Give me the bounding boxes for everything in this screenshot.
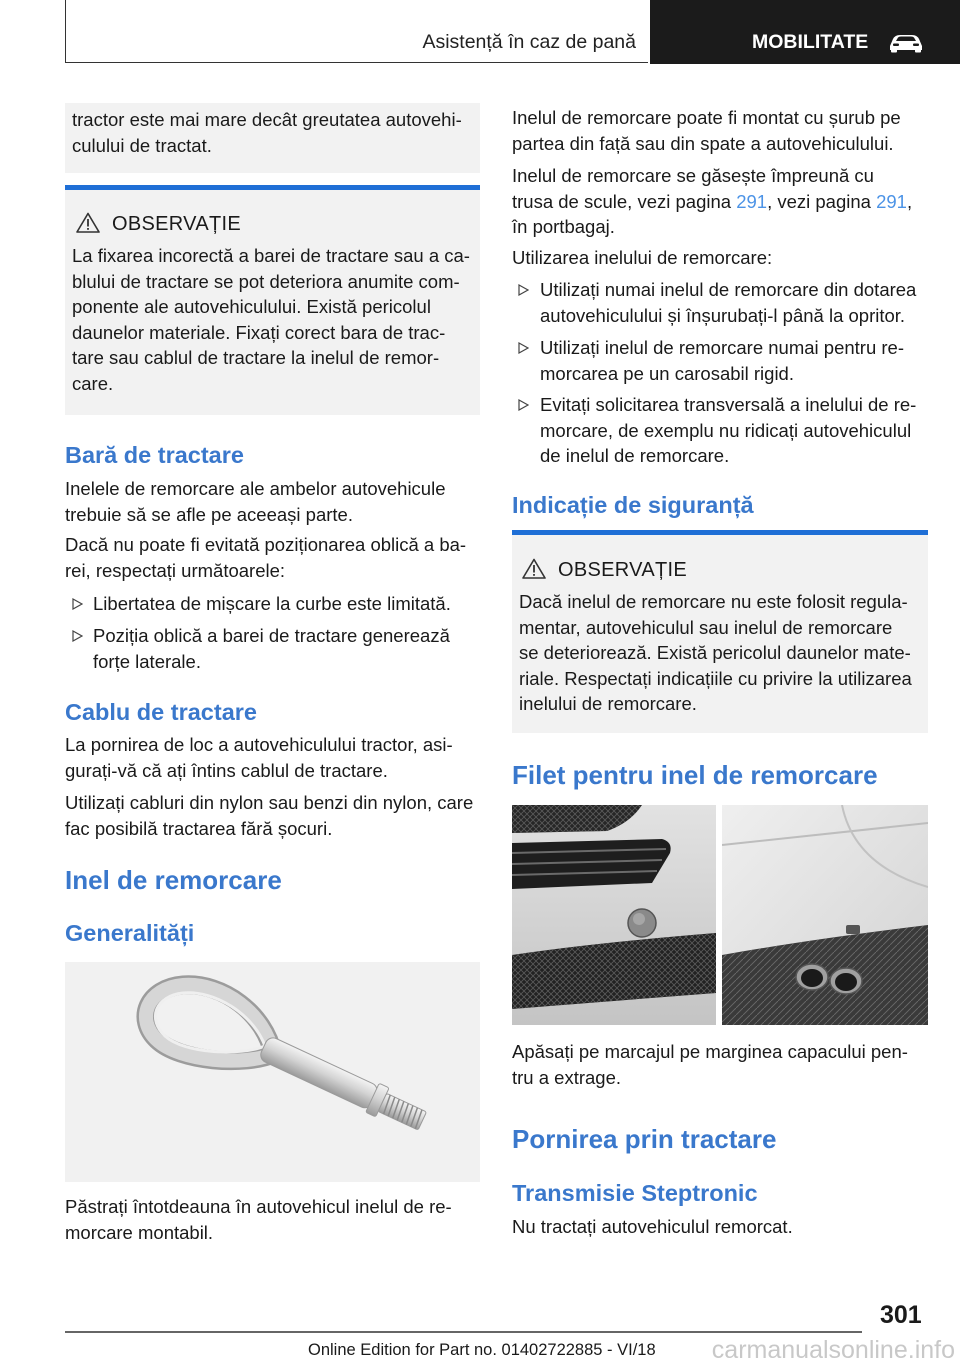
caption-line: Apăsați pe marcajul pe marginea capacului pen- — [512, 1041, 908, 1062]
triangle-bullet-icon — [72, 630, 83, 642]
warning-line: blului de tractare se pot deteriora anumite com- — [72, 270, 460, 292]
warning-line: se deteriorează. Există pericolul daunelor mate- — [519, 642, 911, 663]
caption-line: tru a extrage. — [512, 1066, 622, 1088]
bumper-tow-eye-cover-photos — [512, 805, 928, 1025]
bumper-photo-front — [512, 805, 716, 1025]
warning-title: OBSERVAȚIE — [558, 559, 687, 581]
watermark: carmanualsonline.info — [711, 1336, 955, 1364]
warning-line: mentar, autovehiculul sau inelul de remorcare — [519, 616, 893, 638]
paragraph-line: Utilizarea inelului de remorcare: — [512, 247, 773, 268]
list-item-line: Poziția oblică a barei de tractare generează — [93, 625, 450, 646]
triangle-bullet-icon — [72, 598, 83, 610]
footer-divider — [65, 1331, 862, 1333]
warning-line: ponente ale autovehiculului. Există pericolul — [72, 296, 431, 317]
text-segment: , vezi pagina — [767, 190, 877, 212]
warning-line: care. — [72, 372, 114, 394]
warning-text — [519, 589, 912, 717]
list-item-line: morcare, de exemplu nu ridicați autovehiculul — [540, 419, 912, 441]
warning-text — [72, 243, 470, 396]
triangle-bullet-icon — [518, 284, 529, 296]
image-caption — [512, 1039, 908, 1090]
tow-eye-thread — [378, 1093, 426, 1130]
warning-line: riale. Respectați indicațiile cu privire la utilizarea — [519, 667, 912, 689]
list-item-line: Evitați solicitarea transversală a inelului de re- — [540, 394, 917, 415]
list-item-line: de inelul de remorcare. — [540, 445, 730, 466]
tow-eye-illustration — [65, 962, 480, 1182]
warning-triangle-icon — [76, 212, 100, 233]
subheading-steptronic: Transmisie Steptronic — [512, 1180, 758, 1206]
warning-line: daunelor materiale. Fixați corect bara de trac- — [72, 321, 446, 343]
text-segment: , — [906, 190, 913, 212]
page-reference-link[interactable]: 291 — [736, 190, 768, 212]
list-item-line: Utilizați inelul de remorcare numai pentru re- — [540, 337, 904, 358]
image-caption — [65, 1194, 452, 1245]
warning-line: tare sau cablul de tractare la inelul de remor- — [72, 347, 440, 368]
bumper-photo-rear — [722, 805, 928, 1025]
subheading-general: Generalități — [65, 920, 195, 946]
header-section-box — [65, 0, 648, 63]
tow-eye-loop — [146, 985, 273, 1061]
heading-safety: Indicație de siguranță — [512, 492, 754, 518]
header-section-title: Asistență în caz de pană — [422, 31, 636, 53]
page-reference-link[interactable]: 291 — [876, 190, 907, 212]
paragraph — [512, 245, 772, 271]
warning-line: inelului de remorcare. — [519, 693, 697, 714]
header-chapter-box — [650, 0, 960, 64]
paragraph-line: Inelele de remorcare ale ambelor autovehicule — [65, 478, 446, 499]
warning-line: La fixarea incorectă a barei de tractare sau a ca- — [72, 245, 470, 266]
tow-eye-shaft — [258, 1035, 380, 1110]
list-item-line: Utilizați numai inelul de remorcare din dotarea — [540, 279, 917, 300]
triangle-bullet-icon — [518, 342, 529, 354]
note-line: tractor este mai mare decât greutatea autovehi- — [72, 109, 462, 130]
paragraph-line: rei, respectați următoarele: — [65, 559, 286, 581]
list-item-line: Libertatea de mișcare la curbe este limitată. — [93, 593, 451, 614]
note-line: culului de tractat. — [72, 134, 212, 156]
heading-tow-bar: Bară de tractare — [65, 442, 244, 468]
paragraph-line: La pornirea de loc a autovehiculului tractor, asi- — [65, 734, 453, 755]
paragraph-line: partea din față sau din spate a autovehiculului. — [512, 132, 894, 154]
paragraph-line: în portbagaj. — [512, 216, 615, 237]
paragraph-line: trebuie să se afle pe aceeași parte. — [65, 503, 353, 525]
heading-thread: Filet pentru inel de remorcare — [512, 760, 878, 790]
caption-line: morcare montabil. — [65, 1221, 214, 1243]
paragraph-line: Inelul de remorcare poate fi montat cu șurub pe — [512, 107, 901, 128]
grille-slats — [512, 839, 671, 889]
paragraph-line: Dacă nu poate fi evitată poziționarea oblică a ba- — [65, 534, 467, 555]
paragraph — [65, 476, 446, 527]
exhaust-pipe — [796, 964, 828, 990]
paragraph-line: Nu tractați autovehiculul remorcat. — [512, 1216, 793, 1237]
warning-triangle-icon — [522, 558, 546, 579]
text-segment: trusa de scule, vezi pagina — [512, 190, 737, 212]
warning-title: OBSERVAȚIE — [112, 213, 241, 235]
footer-edition: Online Edition for Part no. 01402722885 - VI/18 — [308, 1341, 656, 1359]
paragraph-line: fac posibilă tractarea fără șocuri. — [65, 817, 333, 839]
paragraph — [65, 790, 473, 841]
heading-tow-rope: Cablu de tractare — [65, 699, 257, 725]
paragraph-line — [512, 189, 912, 215]
tow-eye-cover — [628, 909, 656, 937]
list-item-line: autovehiculului și înșurubați-l până la opritor. — [540, 304, 906, 326]
header-chapter-title: MOBILITATE — [752, 31, 869, 53]
paragraph — [512, 105, 901, 156]
page-number: 301 — [880, 1301, 922, 1329]
warning-line: Dacă inelul de remorcare nu este folosit regula- — [519, 591, 908, 612]
caption-line: Păstrați întotdeauna în autovehicul inelul de re- — [65, 1196, 452, 1217]
paragraph-line: Utilizați cabluri din nylon sau benzi din nylon, care — [65, 792, 474, 813]
heading-tow-eye: Inel de remorcare — [65, 865, 282, 895]
paragraph — [65, 532, 466, 583]
paragraph — [65, 732, 453, 783]
tow-eye-cover-rear — [846, 925, 860, 934]
paragraph-location — [512, 163, 912, 240]
paragraph-line: Inelul de remorcare se găsește împreună cu — [512, 165, 874, 186]
paragraph — [512, 1214, 793, 1240]
paragraph-line: gurați-vă că ați întins cablul de tractare. — [65, 759, 388, 781]
continued-note-text — [72, 107, 462, 158]
car-icon — [886, 31, 926, 53]
heading-tow-start: Pornirea prin tractare — [512, 1124, 777, 1154]
triangle-bullet-icon — [518, 399, 529, 411]
exhaust-pipe — [830, 968, 862, 994]
list-item-line: forțe laterale. — [93, 650, 201, 672]
list-item-line: morcarea pe un carosabil rigid. — [540, 362, 794, 384]
